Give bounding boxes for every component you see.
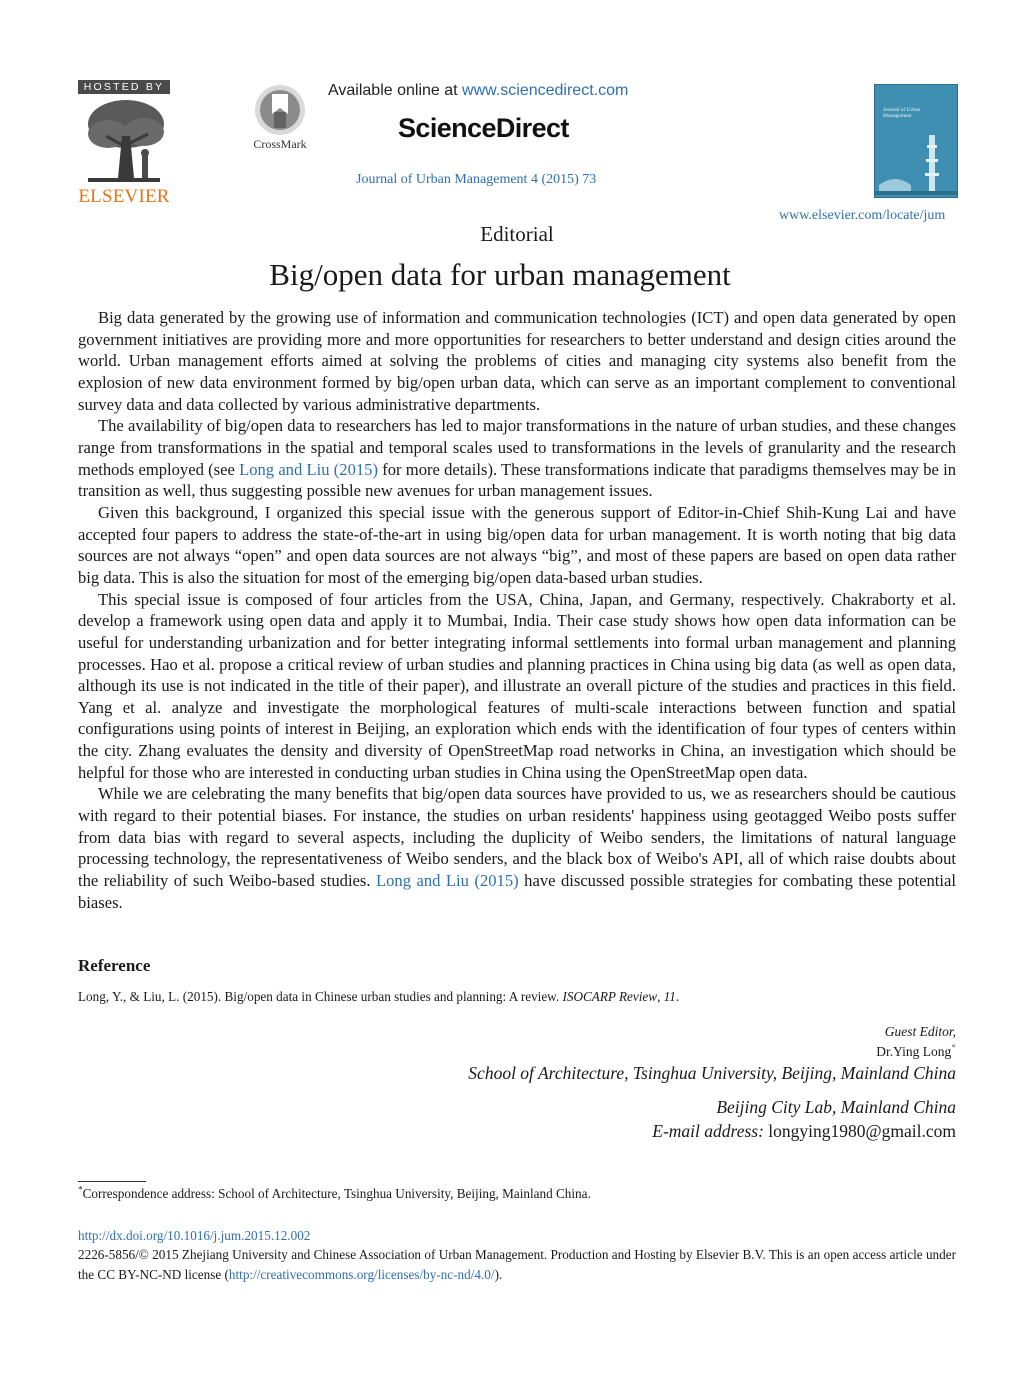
reference-end: . xyxy=(675,989,680,1004)
footnote-divider xyxy=(78,1181,146,1182)
reference-journal: ISOCARP Review xyxy=(562,989,658,1004)
license-link[interactable]: http://creativecommons.org/licenses/by-nc-nd/4.0/ xyxy=(228,1267,495,1282)
reference-main: Long, Y., & Liu, L. (2015). Big/open data in Chinese urban studies and planning: A review. xyxy=(78,989,563,1004)
footnote xyxy=(78,1186,591,1202)
elsevier-tree-logo xyxy=(78,96,170,186)
reference-volume: 11 xyxy=(663,989,676,1004)
article-title: Big/open data for urban management xyxy=(269,257,731,292)
paragraph-5-text-b: have discussed possible strategies for combating these potential biases. xyxy=(78,871,956,912)
footnote-marker-link[interactable]: * xyxy=(951,1043,956,1054)
paragraph-4: This special issue is composed of four articles from the USA, China, Japan, and Germany, respectively. Chakraborty et al. develop a framework using open data and apply it to Mumbai, India. Their case study shows how open data information can be useful for understanding urbanization and for better integrating informal settlements into formal urban management and planning processes. Hao et al. propose a critical review of urban studies and planning practices in China using big data (as well as open data, although its use is not indicated in the title of their paper), and illustrate an overall picture of the studies and practices in this field. Yang et al. analyze and investigate the morphological features of multi-scale interactions between function and spatial configurations using points of interest in Beijing, an exploration which ends with the identification of four types of centers within the city. Zhang evaluates the density and diversity of OpenStreetMap road networks in China, an investigation which should be helpful for those who are interested in conducting urban studies in China using the OpenStreetMap open data. xyxy=(78,589,956,782)
paragraph-2 xyxy=(78,415,956,502)
reference-heading: Reference xyxy=(78,956,151,975)
citation-link-long-liu[interactable]: Long and Liu (2015) xyxy=(376,871,519,891)
sciencedirect-link[interactable]: www.sciencedirect.com xyxy=(462,82,629,99)
email-address[interactable]: longying1980@gmail.com xyxy=(768,1121,956,1141)
paragraph-3: Given this background, I organized this special issue with the generous support of Editor-in-Chief Shih-Kung Lai and have accepted four papers to address the state-of-the-art in using big/open data for urban management. It is worth noting that big data sources are not always “open” and open data sources are not always “big”, and most of these papers are based on open data rather big data. This is also the situation for most of the emerging big/open data-based urban studies. xyxy=(78,502,956,587)
sciencedirect-logo: ScienceDirect xyxy=(398,113,569,143)
editor-name-text: Dr.Ying Long xyxy=(876,1044,952,1059)
available-online-line xyxy=(328,82,628,100)
journal-citation-link[interactable]: Journal of Urban Management 4 (2015) 73 xyxy=(356,172,597,187)
paragraph-2-text-b: for more details). These transformations indicate that paradigms themselves may be in transition as well, thus suggesting possible new avenues for urban management issues. xyxy=(78,459,957,501)
paragraph-5 xyxy=(78,783,956,913)
affiliation-2: Beijing City Lab, Mainland China xyxy=(716,1097,956,1117)
paragraph-5-text-a: While we are celebrating the many benefits that big/open data sources have provided to us, we as researchers should be cautious with regard to their potential biases. For instance, the studies on urban residents' happiness using geotagged Weibo posts suffer from data bias with regard to several aspects, including the duplicity of Weibo senders, the limitations of natural language processing technology, the representativeness of Weibo senders, and the black box of Weibo's API, all of which raise doubts about the reliability of such Weibo-based studies. xyxy=(78,784,956,891)
footnote-mark: * xyxy=(78,1184,83,1195)
copyright-text: 2226-5856/© 2015 Zhejiang University and Chinese Association of Urban Management. Production and Hosting by Elsevier B.V. This is an open access article under the CC BY-NC-ND license ( xyxy=(78,1247,956,1282)
available-online-text: Available online at xyxy=(328,82,463,99)
paragraph-1: Big data generated by the growing use of information and communication technologies (ICT) and open data generated by open government initiatives are providing more and more opportunities for researchers to better understand and design cities around the world. Urban management efforts aimed at solving the problems of cities and managing city systems also benefit from the explosion of new data environment formed by big/open urban data, which can serve as an important complement to conventional survey data and data collected by various administrative departments. xyxy=(78,308,956,414)
reference-separator: , xyxy=(657,989,664,1004)
copyright-notice xyxy=(78,1245,956,1285)
cover-skyline-icon xyxy=(875,125,957,195)
email-line xyxy=(652,1121,956,1142)
affiliation-1: School of Architecture, Tsinghua University, Beijing, Mainland China xyxy=(468,1063,956,1083)
crossmark-icon[interactable] xyxy=(254,84,306,136)
crossmark-label: CrossMark xyxy=(253,137,307,151)
article-body xyxy=(78,307,956,913)
journal-homepage-link[interactable]: www.elsevier.com/locate/jum xyxy=(779,208,946,223)
hosted-by-label: HOSTED BY xyxy=(78,80,170,94)
cover-title: Journal of Urban Management xyxy=(883,107,921,119)
citation-link-long-liu[interactable]: Long and Liu (2015) xyxy=(239,459,379,479)
article-type: Editorial xyxy=(480,222,554,246)
copyright-end: ). xyxy=(494,1267,503,1282)
paragraph-2-text-a: The availability of big/open data to researchers has led to major transformations in the nature of urban studies, and these changes range from transformations in the spatial and temporal scales used to transformations in the levels of granularity and the research methods employed (see xyxy=(78,416,956,479)
guest-editor-role: Guest Editor, xyxy=(884,1024,956,1039)
email-label: E-mail address: xyxy=(652,1121,764,1141)
editor-name xyxy=(876,1044,956,1060)
doi-link[interactable]: http://dx.doi.org/10.1016/j.jum.2015.12.002 xyxy=(78,1228,311,1243)
reference-entry xyxy=(78,989,956,1005)
elsevier-wordmark: ELSEVIER xyxy=(78,186,170,207)
journal-cover-image[interactable] xyxy=(874,84,958,198)
footnote-text: Correspondence address: School of Architecture, Tsinghua University, Beijing, Mainland China. xyxy=(82,1186,591,1201)
